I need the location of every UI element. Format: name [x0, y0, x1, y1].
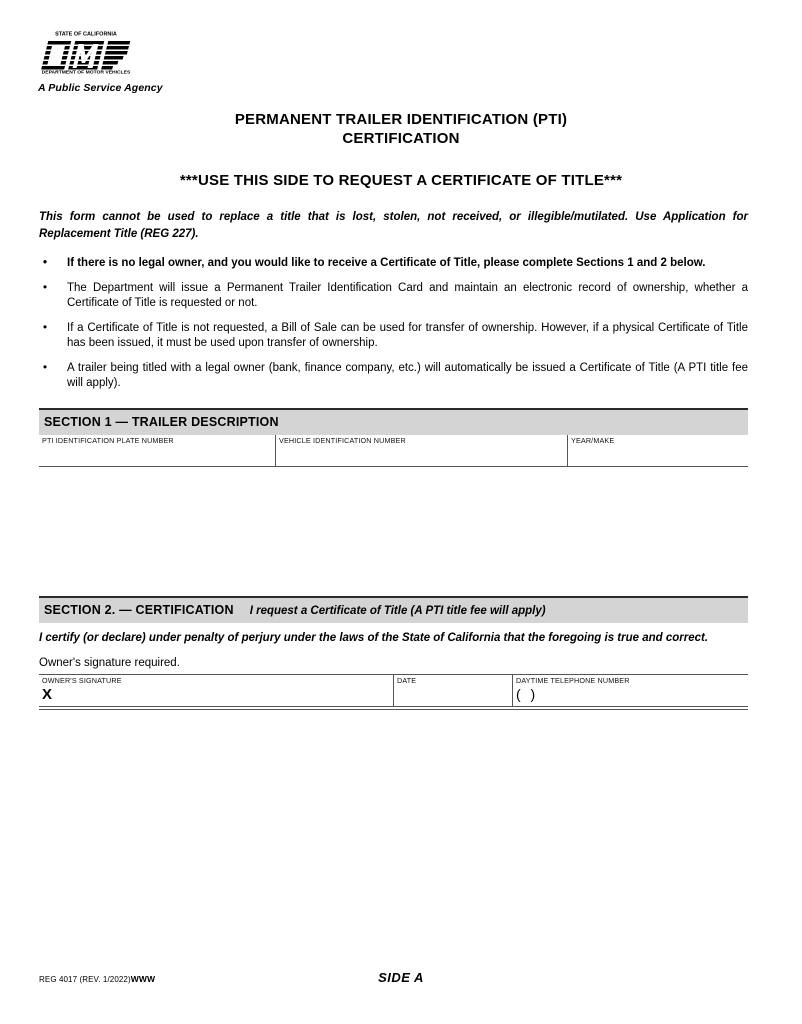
year-make-value — [571, 445, 748, 446]
section-2-bottom-rule — [39, 707, 748, 710]
owner-signature-value: X — [42, 686, 53, 703]
list-item-text: If a Certificate of Title is not requested, a Bill of Sale can be used for transfer of ownership. However, if a physical Certificate of Title has been issued, it must be used upon transfer of ownership. — [67, 321, 748, 349]
form-suffix-text: WWW — [130, 974, 156, 984]
page-title-line2: CERTIFICATION — [342, 130, 460, 147]
lead-paragraph: This form cannot be used to replace a title that is lost, stolen, not received, or illegible/mutilated. Use Application for Replacement Title (REG 227). — [39, 211, 748, 240]
signature-required-note: Owner's signature required. — [39, 657, 180, 669]
list-item — [39, 321, 748, 352]
bullet-marker-icon: • — [43, 361, 48, 374]
year-make-field[interactable] — [567, 435, 748, 466]
vehicle-identification-number-field[interactable] — [275, 435, 567, 466]
side-label: SIDE A — [378, 970, 424, 985]
pti-plate-number-field[interactable] — [39, 435, 275, 466]
date-label: DATE — [397, 676, 417, 685]
page-title-line1: PERMANENT TRAILER IDENTIFICATION (PTI) — [234, 111, 568, 128]
section-1-field-row — [39, 435, 748, 467]
list-item-text: The Department will issue a Permanent Trailer Identification Card and maintain an electronic record of ownership, whether a Certificate of Title is requested or not. — [67, 281, 748, 309]
page-subtitle: ***USE THIS SIDE TO REQUEST A CERTIFICATE OF TITLE*** — [179, 172, 623, 189]
svg-text:DEPARTMENT OF MOTOR VEHICLES: DEPARTMENT OF MOTOR VEHICLES — [41, 70, 131, 76]
list-item — [39, 361, 748, 392]
dmv-logo-icon — [38, 30, 134, 80]
vehicle-identification-number-value — [279, 445, 567, 446]
year-make-label: YEAR/MAKE — [571, 436, 615, 445]
daytime-telephone-field[interactable] — [512, 675, 748, 706]
section-2-certification — [39, 596, 748, 710]
section-1-trailer-description — [39, 408, 748, 467]
bullet-marker-icon: • — [43, 281, 48, 294]
pti-plate-number-label: PTI IDENTIFICATION PLATE NUMBER — [42, 436, 174, 445]
list-item-text: If there is no legal owner, and you would like to receive a Certificate of Title, please complete Sections 1 and 2 below. — [67, 257, 706, 269]
page-title — [0, 110, 802, 148]
pti-plate-number-value — [42, 445, 275, 446]
bullet-marker-icon: • — [43, 321, 48, 334]
section-2-field-row — [39, 674, 748, 707]
daytime-telephone-value: ( ) — [516, 686, 539, 702]
owner-signature-field[interactable] — [39, 675, 393, 706]
instruction-bullet-list — [39, 256, 748, 392]
vehicle-identification-number-label: VEHICLE IDENTIFICATION NUMBER — [279, 436, 406, 445]
list-item — [39, 281, 748, 312]
section-2-heading-main: SECTION 2. — CERTIFICATION — [44, 603, 234, 617]
date-field[interactable] — [393, 675, 512, 706]
section-2-heading — [39, 596, 748, 623]
section-2-heading-sub: I request a Certificate of Title (A PTI title fee will apply) — [249, 605, 546, 617]
form-id-text: REG 4017 (REV. 1/2022) — [39, 975, 131, 984]
dmv-logo-block — [38, 30, 218, 94]
instructions-block — [39, 209, 748, 401]
document-title-block — [0, 110, 802, 189]
daytime-telephone-label: DAYTIME TELEPHONE NUMBER — [516, 676, 630, 685]
bullet-marker-icon: • — [43, 257, 48, 269]
logo-tagline: A Public Service Agency — [38, 82, 163, 94]
date-value — [397, 685, 512, 686]
certification-statement: I certify (or declare) under penalty of perjury under the laws of the State of California that the foregoing is true and correct. — [39, 632, 709, 644]
section-1-heading: SECTION 1 — TRAILER DESCRIPTION — [39, 408, 748, 435]
svg-text:STATE OF CALIFORNIA: STATE OF CALIFORNIA — [55, 31, 117, 38]
list-item — [39, 256, 748, 272]
owner-signature-label: OWNER'S SIGNATURE — [42, 676, 122, 685]
list-item-text: A trailer being titled with a legal owner (bank, finance company, etc.) will automatically be issued a Certificate of Title (A PTI title fee will apply). — [67, 361, 748, 389]
